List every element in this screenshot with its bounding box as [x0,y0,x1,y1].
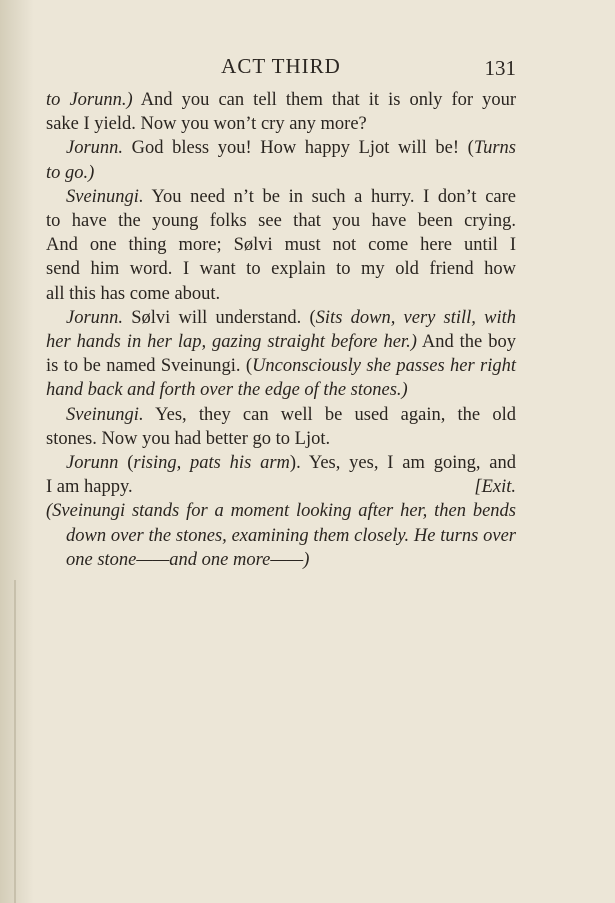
dialogue: ). Yes, yes, I am going, and [289,453,516,474]
text-line [46,136,516,160]
stage-direction: Turns [473,138,516,159]
speaker-name: Jorunn [66,453,119,474]
dialogue: to have the young folks see that you have been crying. [46,211,516,232]
speaker-name: Sveinungi. [66,404,144,425]
stage-direction: hand back and forth over the edge of the stones.) [46,380,408,401]
stage-direction: one stone——and one more——) [66,549,310,570]
paren: ( [118,453,134,474]
dialogue: send him word. I want to explain to my old friend how [46,259,516,280]
text-line [46,427,516,451]
stage-direction: down over the stones, examining them closely. He turns over [66,525,516,546]
dialogue: God bless you! How happy Ljot will be! ( [123,138,474,159]
text-line [46,499,516,523]
text-line [46,403,516,427]
text-line [46,524,516,548]
dialogue: all this has come about. [46,283,221,304]
stage-direction: rising, pats his arm [133,453,290,474]
book-gutter-shadow [0,0,34,903]
exit-direction: [Exit. [474,477,516,498]
text-line [46,233,516,257]
text-line [46,475,516,499]
running-head: ACT THIRD [221,54,341,78]
dialogue: And the boy [416,332,516,353]
text-line [46,330,516,354]
dialogue: And you can tell them that it is only for your [132,90,516,110]
speaker-name: Sveinungi. [66,186,144,207]
dialogue: sake I yield. Now you won’t cry any more? [46,114,367,135]
text-line [46,209,516,233]
dialogue: Sølvi will understand. ( [123,307,316,328]
speaker-name: Jorunn. [66,307,124,328]
dialogue: You need n’t be in such a hurry. I don’t care [143,186,516,207]
stage-direction: to Jorunn.) [46,90,133,110]
dialogue: Yes, they can well be used again, the old [143,404,516,425]
stage-direction: Sits down, very still, with [315,307,517,328]
text-line [46,257,516,281]
text-line [46,354,516,378]
dialogue: stones. Now you had better go to Ljot. [46,428,331,449]
page-body [46,88,516,572]
page-number: 131 [484,56,516,80]
text-line [46,161,516,185]
dialogue: is to be named Sveinungi. ( [46,356,253,377]
stage-direction: her hands in her lap, gazing straight before her.) [46,332,417,353]
page-header [46,54,516,84]
stage-direction: Unconsciously she passes her right [252,356,516,377]
stage-direction: to go.) [46,162,95,183]
dialogue: I am happy. [46,477,133,498]
text-line [46,88,516,112]
speaker-name: Jorunn. [66,138,124,159]
text-line [46,451,516,475]
gutter-crease [14,580,16,903]
text-line [46,112,516,136]
text-line [46,548,516,572]
dialogue: And one thing more; Sølvi must not come here until I [46,235,516,256]
text-line [46,378,516,402]
text-line [46,306,516,330]
stage-direction: (Sveinungi stands for a moment looking after her, then bends [46,501,516,522]
text-line [46,185,516,209]
text-line [46,282,516,306]
